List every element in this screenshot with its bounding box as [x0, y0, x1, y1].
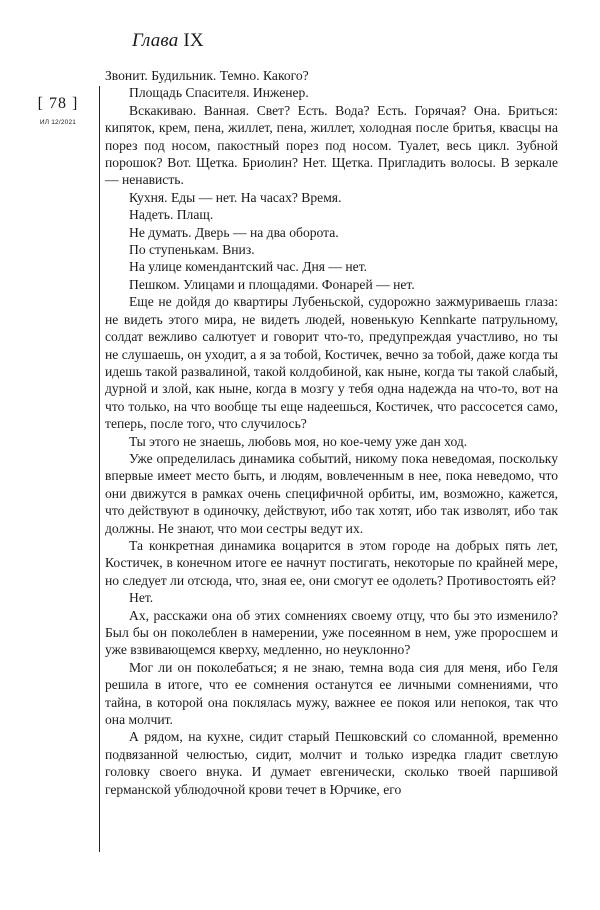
margin-rule [99, 86, 100, 852]
paragraph: На улице комендантский час. Дня — нет. [129, 259, 368, 275]
paragraph: Ах, расскажи она об этих сомнениях своему отцу, что бы это изменило? Был бы он поколеблен в намерении, уже посеянном в нем, уже проросшем и уже взвивающемся кверху, медленно, но неуклонно? [105, 607, 558, 658]
chapter-title [132, 30, 204, 52]
paragraph: Нет. [129, 590, 154, 606]
body-text [105, 67, 558, 798]
paragraph: Звонит. Будильник. Темно. Какого? [105, 68, 309, 83]
paragraph: Еще не дойдя до квартиры Лубеньской, судорожно зажмуриваешь глаза: не видеть этого мира, не видеть людей, новенькую Kennkarte патрульному, солдат вежливо салютует и говорит что-то, предупреждая участливо, но ты не слушаешь, он уходит, а я за тобой, Костичек, вечно за тобой, даже когда ты идешь такой развалиной, такой колдобиной, как ныне, когда ты такой слабый, дурной и злой, как ныне, когда в мозгу у тебя одна надежда на что-то, вот на что только, на что вообще ты еще надеешься, Костичек, что рассосется само, теперь, после того, что случилось? [105, 294, 558, 432]
paragraph: Пешком. Улицами и площадями. Фонарей — нет. [129, 276, 415, 292]
paragraph: Надеть. Плащ. [129, 207, 214, 223]
chapter-label: Глава [132, 30, 179, 51]
paragraph: Вскакиваю. Ванная. Свет? Есть. Вода? Есть. Горячая? Она. Бриться: кипяток, крем, пена, жиллет, пена, жиллет, холодная после бритья, квасцы на порез под носом, пакостный порез под носом. Туалет, весь цикл. Зубной порошок? Вот. Щетка. Бриолин? Нет. Щетка. Пригладить волосы. В зеркале — ненависть. [105, 102, 558, 188]
paragraph: Мог ли он поколебаться; я не знаю, темна вода сия для меня, ибо Геля решила в итоге, что ее сомнения останутся ее личными сомнениями, что тайна, в которой она поклялась мужу, важнее ее покоя или непокоя, так что она молчит. [105, 659, 558, 728]
paragraph: Уже определилась динамика событий, никому пока неведомая, поскольку впервые имеет место быть, и людям, вовлеченным в нее, пока неведомо, что они движутся в рамках очень специфичной орбиты, им, возможно, кажется, что действуют в одиночку, действуют, ибо так хотят, ибо так изволят, ибо так должны. Не знают, что мои сестры ведут их. [105, 450, 558, 536]
paragraph: Площадь Спасителя. Инженер. [129, 85, 309, 101]
issue-label: ИЛ 12/2021 [39, 119, 77, 126]
paragraph: Не думать. Дверь — на два оборота. [129, 224, 339, 240]
paragraph: По ступенькам. Вниз. [129, 242, 255, 258]
paragraph: Кухня. Еды — нет. На часах? Время. [129, 189, 342, 205]
chapter-number: IX [183, 30, 204, 51]
page-number: [ 78 ] [37, 95, 79, 112]
paragraph: А рядом, на кухне, сидит старый Пешковский со сломанной, временно подвязанной челюстью, сидит, молчит и только изредка гладит светлую головку своего внука. И думает евгенически, сколько твоей паршивой германской ублюдочной крови течет в Юрчике, его [105, 729, 558, 797]
paragraph: Та конкретная динамика воцарится в этом городе на добрых пять лет, Костичек, в конечном итоге ее начнут постигать, некоторые по крайней мере, но следует ли отсюда, что, зная ее, они смогут ее одолеть? Противостоять ей? [105, 537, 558, 588]
paragraph: Ты этого не знаешь, любовь моя, но кое-чему уже дан ход. [129, 433, 468, 449]
